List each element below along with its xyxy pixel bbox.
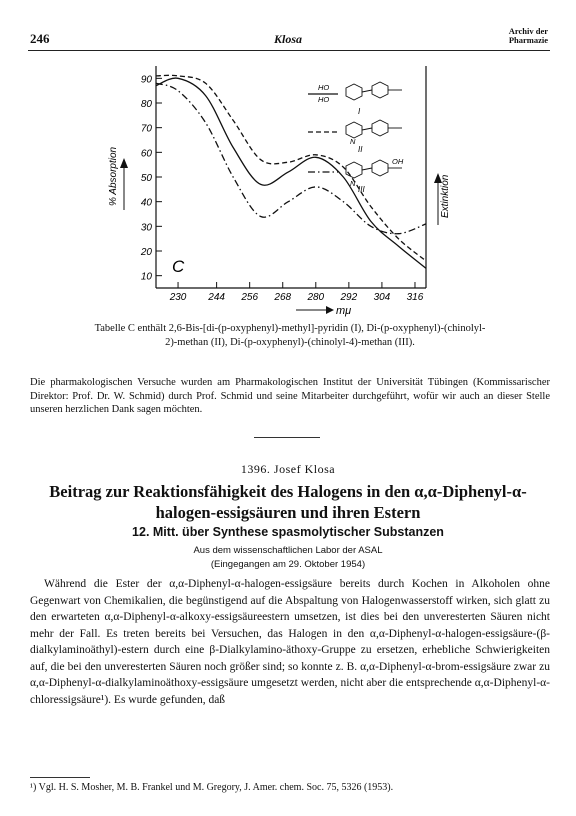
footnote-rule: [30, 777, 90, 778]
y-tick-label: 70: [140, 123, 152, 135]
structure-ring: [346, 162, 362, 178]
y-tick-label: 40: [140, 197, 152, 209]
structure-ring: [372, 82, 388, 98]
x-tick-label: 244: [208, 292, 225, 303]
structure-text: N: [350, 179, 356, 188]
series-line-ii: [156, 75, 426, 261]
plot-frame: [120, 66, 442, 314]
journal-name: [509, 27, 548, 45]
footnote: ¹) Vgl. H. S. Mosher, M. B. Frankel und M. Gregory, J. Amer. chem. Soc. 75, 5326 (1953).: [30, 782, 394, 793]
x-tick-label: 230: [169, 292, 187, 303]
section-separator: [254, 437, 320, 438]
structure-ring: [372, 120, 388, 136]
y-tick-label: 30: [140, 222, 152, 234]
y-tick-label: 90: [140, 74, 152, 86]
legend-label: I: [358, 107, 361, 116]
structure-ring: [346, 122, 362, 138]
y-tick-label: 20: [140, 247, 152, 258]
legend-label: II: [358, 145, 363, 154]
article-received-date: (Eingegangen am 29. Oktober 1954): [210, 559, 366, 570]
y-axis-arrowhead: [120, 158, 128, 168]
chart-legend: [308, 82, 404, 194]
structure-ring: [372, 160, 388, 176]
structure-bond: [362, 168, 372, 170]
article-title: Beitrag zur Reaktionsfähigkeit des Halogens in den α,α-Diphenyl-α-halogen-essigsäuren und ihren Estern: [49, 482, 527, 522]
body-paragraph: Während die Ester der α,α-Diphenyl-α-halogen-essigsäure bereits durch Kochen in Alkoholen ohne Gegenwart von Chemikalien, die begünstigend auf die Abspaltung von Halogenwasserstoff wirken, sich glatt zu den erwarteten α,α-Diphenyl-α-alkoxy-essigsäureestern umsetzen, ist dies bei den unveresterten Säuren nicht mehr der Fall. Es treten bereits bei Versuchen, das Halogen in den α,α-Diphenyl-α-halogen-essigsäure-(β-dialkylaminoäthyl)-estern durch eine β-Dialkylamino-äthoxy-Gruppe zu ersetzen, erhebliche Schwierigkeiten auf, die bei den unveresterten Säuren noch größer sind; so konnte z. B. α,α-Diphenyl-α-brom-essigsäure zwar zu α,α-Diphenyl-α-dialkylaminoäthoxy-essigsäure umgesetzt werden, nicht aber die entsprechende α,α-Diphenyl-α-chloressigsäure¹). Es wurde gefunden, daß: [30, 578, 550, 706]
page-number: 246: [30, 31, 50, 46]
x-tick-label: 268: [274, 292, 292, 303]
series-line-iii: [156, 83, 426, 233]
x-tick-label: 304: [373, 292, 391, 303]
figure-caption: Tabelle C enthält 2,6-Bis-[di-(p-oxyphenyl)-methyl]-pyridin (I), Di-(p-oxyphenyl)-(chinolyl-2)-methan (II), Di-(p-oxyphenyl)-(chinolyl-4)-methan (III).: [94, 323, 486, 348]
y-tick-label: 60: [140, 148, 152, 160]
structure-text: HO: [318, 95, 330, 104]
chart-series: [156, 75, 426, 268]
x-tick-label: 292: [340, 292, 358, 303]
article-body: [30, 576, 550, 708]
y-axis-label: % Absorption: [108, 146, 119, 206]
x-axis-arrowhead: [326, 306, 334, 314]
journal-name-line2: Pharmazie: [508, 35, 548, 45]
acknowledgement-note: Die pharmakologischen Versuche wurden am Pharmakologischen Institut der Universität Tübingen (Kommissarischer Direktor: Prof. Dr. W. Schmid) durch Prof. Schmid und seine Mitarbeiter durchgeführt, wofür wir auch an dieser Stelle unseren herzlichen Dank sagen möchten.: [30, 377, 550, 415]
absorption-spectrum-chart: [96, 60, 456, 318]
structure-text: OH: [392, 157, 404, 166]
structure-bond: [362, 128, 372, 130]
article-lab: Aus dem wissenschaftlichen Labor der ASAL: [193, 545, 383, 556]
article-number: 1396. Josef Klosa: [240, 462, 336, 476]
y-tick-label: 10: [140, 271, 152, 283]
article-subtitle: 12. Mitt. über Synthese spasmolytischer Substanzen: [132, 525, 444, 539]
panel-label: C: [172, 257, 185, 276]
running-head-author: Klosa: [273, 32, 302, 46]
x-axis-unit: mμ: [336, 305, 352, 317]
x-tick-label: 280: [307, 292, 325, 303]
journal-name-line1: Archiv der: [508, 26, 548, 36]
header-rule: [28, 50, 550, 51]
legend-label: III: [358, 185, 365, 194]
x-tick-label: 316: [406, 292, 424, 303]
x-tick-label: 256: [241, 292, 259, 303]
structure-bond: [362, 90, 372, 92]
right-axis-label: Extinktion: [440, 174, 451, 218]
structure-ring: [346, 84, 362, 100]
structure-text: HO: [318, 83, 330, 92]
y-tick-label: 50: [140, 173, 152, 184]
structure-text: N: [350, 137, 356, 146]
y-tick-label: 80: [140, 99, 152, 110]
